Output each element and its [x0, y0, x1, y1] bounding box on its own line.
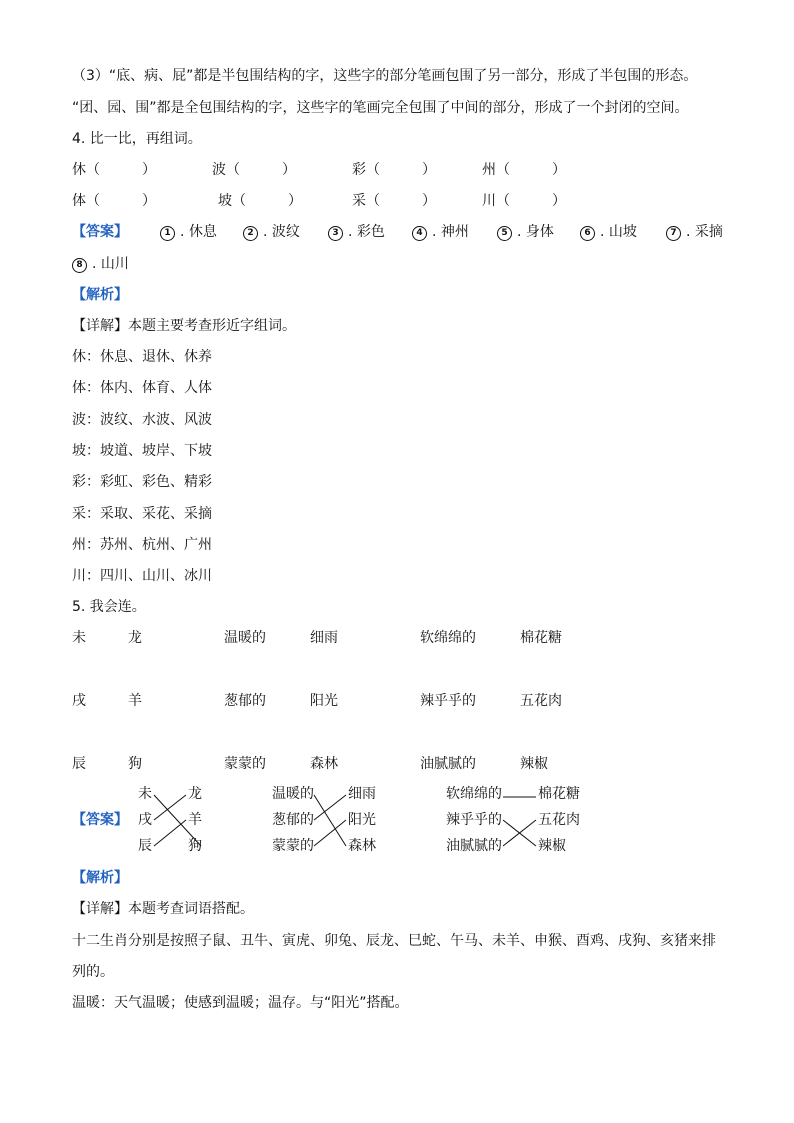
- q5-zodiac-line2: 列的。: [72, 964, 114, 980]
- q4-row2-cell: 坡（ ）: [218, 193, 302, 209]
- q5-detail: 【详解】本题考查词语搭配。: [72, 901, 254, 917]
- match-right: 细雨: [348, 786, 376, 802]
- match-left: 温暖的: [272, 786, 314, 802]
- q5-cell: 森林: [310, 756, 338, 772]
- circled-number: 5: [497, 226, 512, 241]
- q4-word-line: 彩：彩虹、彩色、精彩: [72, 474, 212, 490]
- q4-answer-label: 【答案】: [72, 224, 128, 240]
- circled-number: 3: [328, 226, 343, 241]
- q4-row1-cell: 休（ ）: [72, 162, 156, 178]
- q5-cell: 未: [72, 630, 86, 646]
- match-right: 阳光: [348, 812, 376, 828]
- q4-row1-cell: 波（ ）: [212, 162, 296, 178]
- match-right: 羊: [188, 812, 202, 828]
- q4-row2-cell: 川（ ）: [482, 193, 566, 209]
- q4-word-line: 采：采取、采花、采摘: [72, 506, 212, 522]
- q5-analysis-label: 【解析】: [72, 870, 128, 886]
- q5-cell: 戌: [72, 693, 86, 709]
- match-right: 狗: [188, 838, 202, 854]
- q4-answer-item: 1 . 休息: [160, 222, 217, 242]
- q4-answer-item: 6 . 山坡: [580, 222, 637, 242]
- match-left: 软绵绵的: [446, 786, 502, 802]
- para3-line2: “团、园、围”都是全包围结构的字，这些字的笔画完全包围了中间的部分，形成了一个封闭的空间。: [72, 100, 689, 116]
- match-right: 辣椒: [538, 838, 566, 854]
- match-line: [154, 795, 201, 846]
- match-left: 未: [138, 786, 152, 802]
- q4-row2-cell: 体（ ）: [72, 193, 156, 209]
- match-left: 蒙蒙的: [272, 838, 314, 854]
- q4-answer-item: 7 . 采摘: [666, 222, 723, 242]
- q5-cell: 龙: [128, 630, 142, 646]
- match-right: 龙: [188, 786, 202, 802]
- q4-word-line: 体：体内、体育、人体: [72, 380, 212, 396]
- circled-number: 8: [72, 258, 87, 273]
- match-left: 辰: [138, 838, 152, 854]
- q4-title: 4. 比一比，再组词。: [72, 131, 202, 147]
- q4-detail: 【详解】本题主要考查形近字组词。: [72, 318, 296, 334]
- q4-word-line: 川：四川、山川、冰川: [72, 568, 212, 584]
- circled-number: 2: [243, 226, 258, 241]
- q4-word-line: 波：波纹、水波、风波: [72, 412, 212, 428]
- q5-cell: 蒙蒙的: [224, 756, 266, 772]
- para3-line1: （3）“底、病、屁”都是半包围结构的字，这些字的部分笔画包围了另一部分，形成了半包围的形态。: [72, 68, 698, 84]
- q5-cell: 细雨: [310, 630, 338, 646]
- q4-analysis-label: 【解析】: [72, 287, 128, 303]
- q5-zodiac-line1: 十二生肖分别是按照子鼠、丑牛、寅虎、卯兔、辰龙、巳蛇、午马、未羊、申猴、酉鸡、戌狗、亥猪来排: [72, 933, 716, 949]
- q5-answer-label: 【答案】: [72, 812, 128, 828]
- q4-answer-item: 3 . 彩色: [328, 222, 385, 242]
- q4-word-line: 休：休息、退休、休养: [72, 349, 212, 365]
- q5-cell: 辣乎乎的: [420, 693, 476, 709]
- circled-number: 1: [160, 226, 175, 241]
- q5-warm-line: 温暖：天气温暖；使感到温暖；温存。与“阳光”搭配。: [72, 995, 409, 1011]
- q4-row2-cell: 采（ ）: [352, 193, 436, 209]
- q5-cell: 辰: [72, 756, 86, 772]
- circled-number: 7: [666, 226, 681, 241]
- match-right: 森林: [348, 838, 376, 854]
- match-right: 五花肉: [538, 812, 580, 828]
- match-left: 辣乎乎的: [446, 812, 502, 828]
- q4-answer-item: 5 . 身体: [497, 222, 554, 242]
- q4-row1-cell: 彩（ ）: [352, 162, 436, 178]
- q5-cell: 狗: [128, 756, 142, 772]
- q5-cell: 棉花糖: [520, 630, 562, 646]
- q5-cell: 温暖的: [224, 630, 266, 646]
- q5-cell: 辣椒: [520, 756, 548, 772]
- match-line: [314, 795, 346, 846]
- match-line: [314, 820, 346, 846]
- match-right: 棉花糖: [538, 786, 580, 802]
- q5-cell: 五花肉: [520, 693, 562, 709]
- q5-cell: 软绵绵的: [420, 630, 476, 646]
- q4-word-line: 坡：坡道、坡岸、下坡: [72, 443, 212, 459]
- q5-title: 5. 我会连。: [72, 599, 146, 615]
- match-left: 油腻腻的: [446, 838, 502, 854]
- match-line: [154, 820, 186, 846]
- match-left: 葱郁的: [272, 812, 314, 828]
- q4-answer-item: 8 . 山川: [72, 254, 129, 274]
- match-line: [154, 795, 186, 820]
- q4-row1-cell: 州（ ）: [482, 162, 566, 178]
- q4-word-line: 州：苏州、杭州、广州: [72, 537, 212, 553]
- q4-answer-item: 2 . 波纹: [243, 222, 300, 242]
- q5-cell: 葱郁的: [224, 693, 266, 709]
- circled-number: 4: [412, 226, 427, 241]
- match-line: [314, 795, 346, 820]
- q5-cell: 阳光: [310, 693, 338, 709]
- q5-cell: 油腻腻的: [420, 756, 476, 772]
- q4-answer-item: 4 . 神州: [412, 222, 469, 242]
- circled-number: 6: [580, 226, 595, 241]
- match-left: 戌: [138, 812, 152, 828]
- q5-cell: 羊: [128, 693, 142, 709]
